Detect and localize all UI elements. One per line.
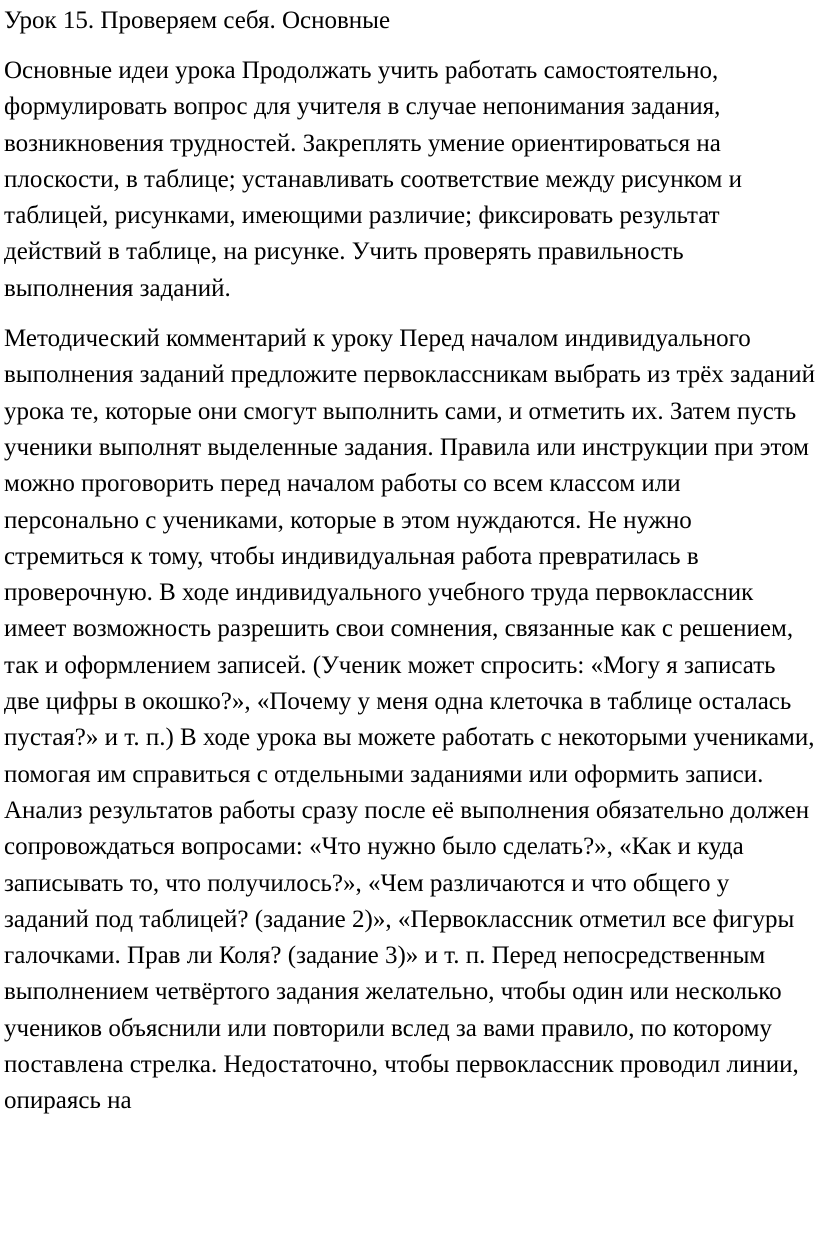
lesson-main-ideas-paragraph: Основные идеи урока Продолжать учить работать самостоятельно, формулировать вопрос для учителя в случае непонимания задания, возникновения трудностей. Закреплять умение ориентироваться на плоскости, в таблице; устанавливать соответствие между рисунком и таблицей, рисунками, имеющими различие; фиксировать результат действий в таблице, на рисунке. Учить проверять правильность выполнения заданий.	[4, 57, 742, 302]
methodical-comment-paragraph: Методический комментарий к уроку Перед началом индивидуального выполнения заданий предложите первоклассникам выбрать из трёх заданий урока те, которые они смогут выполнить сами, и отметить их. Затем пусть ученики выполнят выделенные задания. Правила или инструкции при этом можно проговорить перед началом работы со всем классом или персонально с учениками, которые в этом нуждаются. Не нужно стремиться к тому, чтобы индивидуальная работа превратилась в проверочную. В ходе индивидуального учебного труда первоклассник имеет возможность разрешить свои сомнения, связанные как с решением, так и оформлением записей. (Ученик может спросить: «Могу я записать две цифры в окошко?», «Почему у меня одна клеточка в таблице осталась пустая?» и т. п.) В ходе урока вы можете работать с некоторыми учениками, помогая им справиться с отдельными заданиями или оформить записи. Анализ результатов работы сразу после её выполнения обязательно должен сопровождаться вопросами: «Что нужно было сделать?», «Как и куда записывать то, что получилось?», «Чем различаются и что общего у заданий под таблицей? (задание 2)», «Первоклассник отметил все фигуры галочками. Прав ли Коля? (задание 3)» и т. п. Перед непосредственным выполнением четвёртого задания желательно, чтобы один или несколько учеников объяснили или повторили вслед за вами правило, по которому поставлена стрелка. Недостаточно, чтобы первоклассник проводил линии, опираясь на	[4, 325, 815, 1115]
lesson-title: Урок 15. Проверяем себя. Основные	[4, 7, 391, 34]
